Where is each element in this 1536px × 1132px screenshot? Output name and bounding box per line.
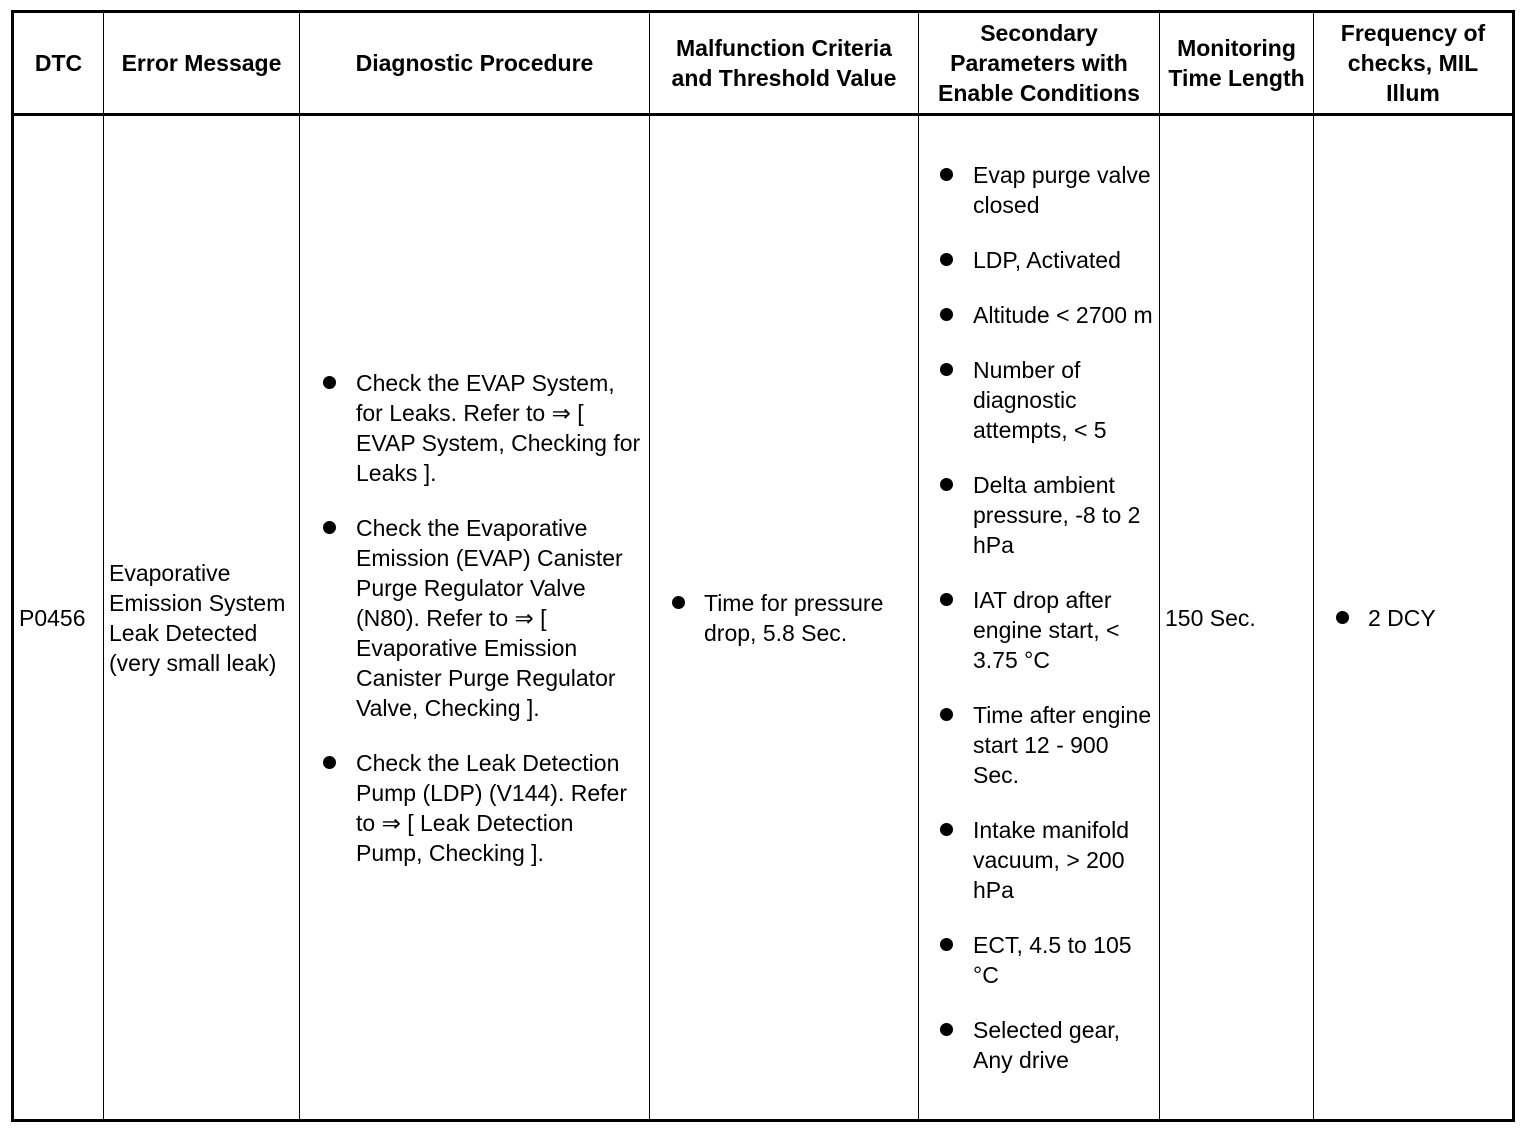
secondary-parameters-cell [919,115,1160,1121]
header-secondary-parameters: Secondary Parameters with Enable Conditions [919,12,1160,115]
dtc-code-cell: P0456 [13,115,104,1121]
table-row [13,115,1514,1121]
list-item: Evap purge valve closed [924,160,1154,220]
frequency-list [1319,603,1507,633]
diagnostic-procedure-cell [300,115,650,1121]
header-diagnostic-procedure: Diagnostic Procedure [300,12,650,115]
list-item: Time for pressure drop, 5.8 Sec. [655,588,913,648]
header-frequency: Frequency of checks, MIL Illum [1314,12,1514,115]
header-monitoring-time: Monitoring Time Length [1160,12,1314,115]
dtc-table [11,10,1515,1122]
header-error-message: Error Message [104,12,300,115]
list-item: Check the Evaporative Emission (EVAP) Canister Purge Regulator Valve (N80). Refer to ⇒ [ Evaporative Emission Canister Purge Regulator Valve, Checking ]. [305,513,644,723]
header-row [13,12,1514,115]
malfunction-criteria-cell [650,115,919,1121]
list-item: Intake manifold vacuum, > 200 hPa [924,815,1154,905]
list-item: Altitude < 2700 m [924,300,1154,330]
list-item: 2 DCY [1319,603,1507,633]
list-item: ECT, 4.5 to 105 °C [924,930,1154,990]
error-message-cell: Evaporative Emission System Leak Detected (very small leak) [104,115,300,1121]
secondary-parameters-list [924,160,1154,1075]
list-item: IAT drop after engine start, < 3.75 °C [924,585,1154,675]
monitoring-time-cell: 150 Sec. [1160,115,1314,1121]
list-item: Selected gear, Any drive [924,1015,1154,1075]
header-dtc: DTC [13,12,104,115]
frequency-cell [1314,115,1514,1121]
list-item: Delta ambient pressure, -8 to 2 hPa [924,470,1154,560]
diagnostic-procedure-list [305,368,644,868]
list-item: Check the EVAP System, for Leaks. Refer to ⇒ [ EVAP System, Checking for Leaks ]. [305,368,644,488]
list-item: LDP, Activated [924,245,1154,275]
malfunction-criteria-list [655,588,913,648]
list-item: Check the Leak Detection Pump (LDP) (V144). Refer to ⇒ [ Leak Detection Pump, Checking ]. [305,748,644,868]
list-item: Time after engine start 12 - 900 Sec. [924,700,1154,790]
list-item: Number of diagnostic attempts, < 5 [924,355,1154,445]
header-malfunction-criteria: Malfunction Criteria and Threshold Value [650,12,919,115]
